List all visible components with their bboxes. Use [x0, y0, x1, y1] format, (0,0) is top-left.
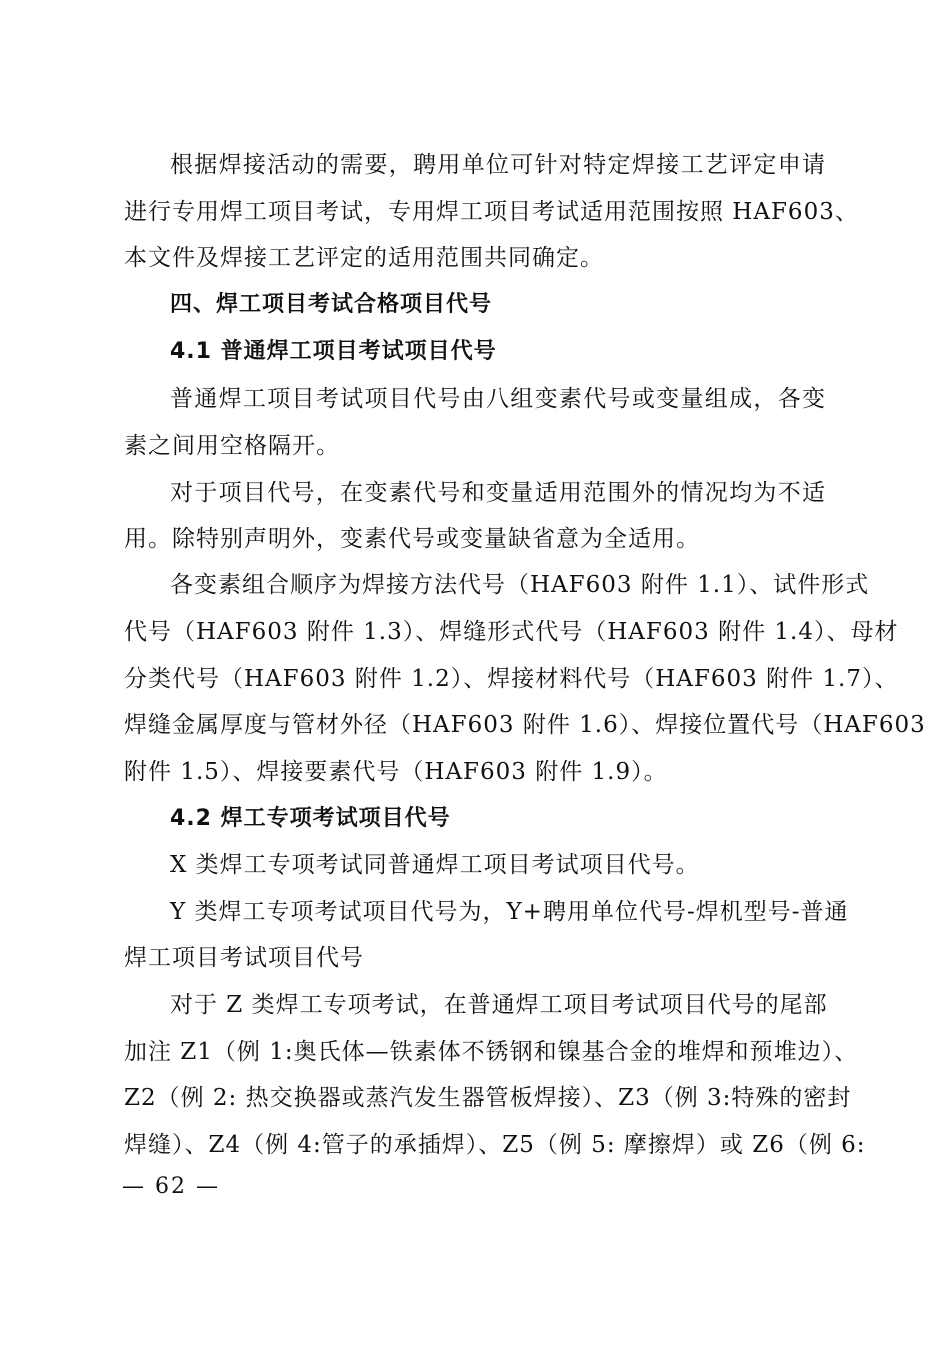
paragraph-line: 进行专用焊工项目考试，专用焊工项目考试适用范围按照 HAF603、	[124, 199, 859, 225]
subsection-heading: 4.2 焊工专项考试项目代号	[170, 806, 451, 831]
paragraph-line: 焊缝金属厚度与管材外径（HAF603 附件 1.6）、焊接位置代号（HAF603	[124, 712, 926, 738]
paragraph-line: 用。除特别声明外，变素代号或变量缺省意为全适用。	[124, 526, 700, 552]
paragraph-line: X 类焊工专项考试同普通焊工项目考试项目代号。	[170, 852, 700, 878]
paragraph-line: 焊工项目考试项目代号	[124, 945, 364, 971]
paragraph-line: 焊缝）、Z4（例 4:管子的承插焊）、Z5（例 5: 摩擦焊）或 Z6（例 6:	[124, 1132, 866, 1158]
paragraph-line: Z2（例 2: 热交换器或蒸汽发生器管板焊接）、Z3（例 3:特殊的密封	[124, 1085, 852, 1111]
paragraph-line: Y 类焊工专项考试项目代号为，Y+聘用单位代号-焊机型号-普通	[170, 899, 849, 925]
paragraph-line: 对于项目代号，在变素代号和变量适用范围外的情况均为不适	[170, 480, 826, 506]
paragraph-line: 根据焊接活动的需要，聘用单位可针对特定焊接工艺评定申请	[170, 152, 826, 178]
paragraph-line: 代号（HAF603 附件 1.3）、焊缝形式代号（HAF603 附件 1.4）、母材	[124, 619, 899, 645]
section-heading: 四、焊工项目考试合格项目代号	[170, 292, 493, 317]
paragraph-line: 加注 Z1（例 1:奥氏体—铁素体不锈钢和镍基合金的堆焊和预堆边）、	[124, 1039, 859, 1065]
paragraph-line: 各变素组合顺序为焊接方法代号（HAF603 附件 1.1）、试件形式	[170, 572, 870, 598]
page-number: — 62 —	[122, 1174, 220, 1199]
paragraph-line: 普通焊工项目考试项目代号由八组变素代号或变量组成，各变	[170, 386, 826, 412]
paragraph-line: 对于 Z 类焊工专项考试，在普通焊工项目考试项目代号的尾部	[170, 992, 828, 1018]
paragraph-line: 本文件及焊接工艺评定的适用范围共同确定。	[124, 245, 604, 271]
paragraph-line: 素之间用空格隔开。	[124, 433, 340, 459]
paragraph-line: 分类代号（HAF603 附件 1.2）、焊接材料代号（HAF603 附件 1.7）、	[124, 666, 899, 692]
subsection-heading: 4.1 普通焊工项目考试项目代号	[170, 339, 497, 364]
paragraph-line: 附件 1.5）、焊接要素代号（HAF603 附件 1.9）。	[124, 759, 668, 785]
